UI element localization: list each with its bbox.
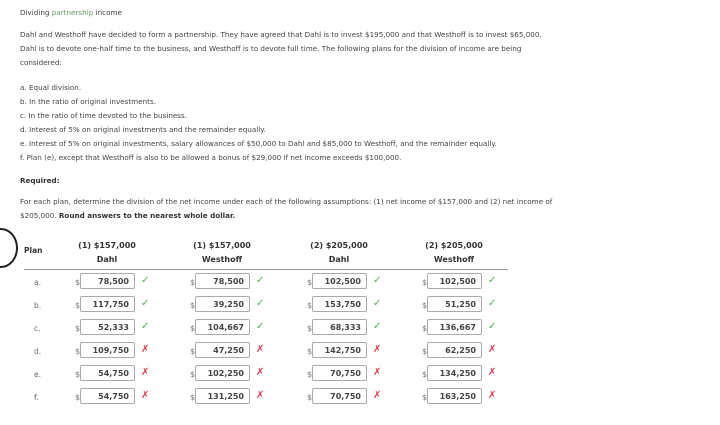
- checkmark-icon: ✓: [141, 321, 150, 332]
- checkmark-icon: ✓: [373, 275, 382, 286]
- x-mark-icon: ✗: [256, 344, 265, 355]
- rounding-note: Round answers to the nearest whole dollar.: [58, 211, 236, 220]
- intro-line: Dahl and Westhoff have decided to form a partnership. They have agreed that Dahl is to invest $195,000 and that Westhoff is to invest $65,000.: [20, 30, 542, 39]
- currency-symbol: $: [75, 301, 81, 310]
- checkmark-icon: ✓: [256, 321, 265, 332]
- plan-item: c. In the ratio of time devoted to the business.: [20, 111, 188, 120]
- checkmark-icon: ✓: [141, 275, 150, 286]
- amount-input[interactable]: 102,500: [312, 273, 367, 289]
- currency-symbol: $: [190, 393, 196, 402]
- currency-symbol: $: [75, 393, 81, 402]
- plan-item: e. Interest of 5% on original investments, salary allowances of $50,000 to Dahl and $85,000 to Westhoff, and the remainder equally.: [20, 139, 497, 148]
- column-header-partner: Dahl: [96, 255, 118, 264]
- instructions-text: $205,000.: [20, 211, 59, 220]
- x-mark-icon: ✗: [488, 344, 497, 355]
- amount-input[interactable]: 109,750: [80, 342, 135, 358]
- checkmark-icon: ✓: [256, 275, 265, 286]
- currency-symbol: $: [307, 278, 313, 287]
- currency-symbol: $: [75, 347, 81, 356]
- currency-symbol: $: [75, 278, 81, 287]
- checkmark-icon: ✓: [373, 321, 382, 332]
- instructions-line: [20, 211, 235, 220]
- amount-input[interactable]: 131,250: [195, 388, 250, 404]
- x-mark-icon: ✗: [141, 344, 150, 355]
- intro-line: Dahl is to devote one-half time to the business, and Westhoff is to devote full time. The following plans for the division of income are being: [20, 44, 522, 53]
- instructions-line: For each plan, determine the division of the net income under each of the following assumptions: (1) net income of $157,000 and (2) net income of: [20, 197, 553, 206]
- table-row: [0, 342, 520, 362]
- amount-input[interactable]: 70,750: [312, 388, 367, 404]
- amount-input[interactable]: 51,250: [427, 296, 482, 312]
- currency-symbol: $: [75, 324, 81, 333]
- amount-input[interactable]: 78,500: [80, 273, 135, 289]
- circle-annotation: [0, 228, 18, 268]
- checkmark-icon: ✓: [141, 298, 150, 309]
- plan-header: Plan: [24, 246, 43, 255]
- x-mark-icon: ✗: [488, 367, 497, 378]
- currency-symbol: $: [307, 347, 313, 356]
- amount-input[interactable]: 136,667: [427, 319, 482, 335]
- currency-symbol: $: [190, 324, 196, 333]
- amount-input[interactable]: 142,750: [312, 342, 367, 358]
- plan-label: b.: [34, 301, 42, 310]
- amount-input[interactable]: 68,333: [312, 319, 367, 335]
- checkmark-icon: ✓: [488, 275, 497, 286]
- amount-input[interactable]: 39,250: [195, 296, 250, 312]
- column-header: [399, 239, 509, 267]
- plan-item: f. Plan (e), except that Westhoff is also to be allowed a bonus of $29,000 if net income exceeds $100,000.: [20, 153, 402, 162]
- plan-item: b. In the ratio of original investments.: [20, 97, 157, 106]
- x-mark-icon: ✗: [373, 390, 382, 401]
- currency-symbol: $: [307, 324, 313, 333]
- table-row: [0, 296, 520, 316]
- x-mark-icon: ✗: [141, 390, 150, 401]
- column-header-partner: Westhoff: [433, 255, 475, 264]
- partnership-link[interactable]: partnership: [51, 8, 94, 17]
- amount-input[interactable]: 78,500: [195, 273, 250, 289]
- currency-symbol: $: [190, 278, 196, 287]
- amount-input[interactable]: 62,250: [427, 342, 482, 358]
- required-label: Required:: [20, 176, 60, 185]
- column-header: [52, 239, 162, 267]
- plan-label: e.: [34, 370, 41, 379]
- plan-label: f.: [34, 393, 39, 402]
- currency-symbol: $: [190, 347, 196, 356]
- currency-symbol: $: [190, 370, 196, 379]
- amount-input[interactable]: 104,667: [195, 319, 250, 335]
- column-header: [167, 239, 277, 267]
- currency-symbol: $: [422, 393, 428, 402]
- column-header-partner: Dahl: [328, 255, 350, 264]
- x-mark-icon: ✗: [141, 367, 150, 378]
- amount-input[interactable]: 102,500: [427, 273, 482, 289]
- currency-symbol: $: [422, 324, 428, 333]
- column-header-income: (2) $205,000: [425, 241, 483, 250]
- plan-label: a.: [34, 278, 41, 287]
- amount-input[interactable]: 54,750: [80, 388, 135, 404]
- amount-input[interactable]: 54,750: [80, 365, 135, 381]
- x-mark-icon: ✗: [373, 367, 382, 378]
- amount-input[interactable]: 47,250: [195, 342, 250, 358]
- header-divider: [24, 269, 508, 270]
- currency-symbol: $: [307, 301, 313, 310]
- column-header-income: (1) $157,000: [78, 241, 136, 250]
- table-row: [0, 388, 520, 408]
- currency-symbol: $: [307, 393, 313, 402]
- x-mark-icon: ✗: [256, 367, 265, 378]
- x-mark-icon: ✗: [373, 344, 382, 355]
- currency-symbol: $: [422, 278, 428, 287]
- table-row: [0, 319, 520, 339]
- currency-symbol: $: [190, 301, 196, 310]
- checkmark-icon: ✓: [373, 298, 382, 309]
- plan-item: d. Interest of 5% on original investments and the remainder equally.: [20, 125, 266, 134]
- column-header-income: (1) $157,000: [193, 241, 251, 250]
- currency-symbol: $: [75, 370, 81, 379]
- currency-symbol: $: [422, 370, 428, 379]
- currency-symbol: $: [307, 370, 313, 379]
- checkmark-icon: ✓: [488, 298, 497, 309]
- checkmark-icon: ✓: [256, 298, 265, 309]
- amount-input[interactable]: 52,333: [80, 319, 135, 335]
- plan-item: a. Equal division.: [20, 83, 82, 92]
- amount-input[interactable]: 134,250: [427, 365, 482, 381]
- intro-line: considered:: [20, 58, 62, 67]
- amount-input[interactable]: 117,750: [80, 296, 135, 312]
- amount-input[interactable]: 70,750: [312, 365, 367, 381]
- amount-input[interactable]: 163,250: [427, 388, 482, 404]
- amount-input[interactable]: 153,750: [312, 296, 367, 312]
- x-mark-icon: ✗: [488, 390, 497, 401]
- column-header-partner: Westhoff: [201, 255, 243, 264]
- column-header-income: (2) $205,000: [310, 241, 368, 250]
- x-mark-icon: ✗: [256, 390, 265, 401]
- title-text: Dividing: [20, 8, 52, 17]
- table-row: [0, 273, 520, 293]
- table-row: [0, 365, 520, 385]
- page-title: [20, 8, 122, 17]
- amount-input[interactable]: 102,250: [195, 365, 250, 381]
- plan-label: d.: [34, 347, 42, 356]
- currency-symbol: $: [422, 301, 428, 310]
- column-header: [284, 239, 394, 267]
- checkmark-icon: ✓: [488, 321, 497, 332]
- title-text: income: [93, 8, 122, 17]
- currency-symbol: $: [422, 347, 428, 356]
- plan-label: c.: [34, 324, 41, 333]
